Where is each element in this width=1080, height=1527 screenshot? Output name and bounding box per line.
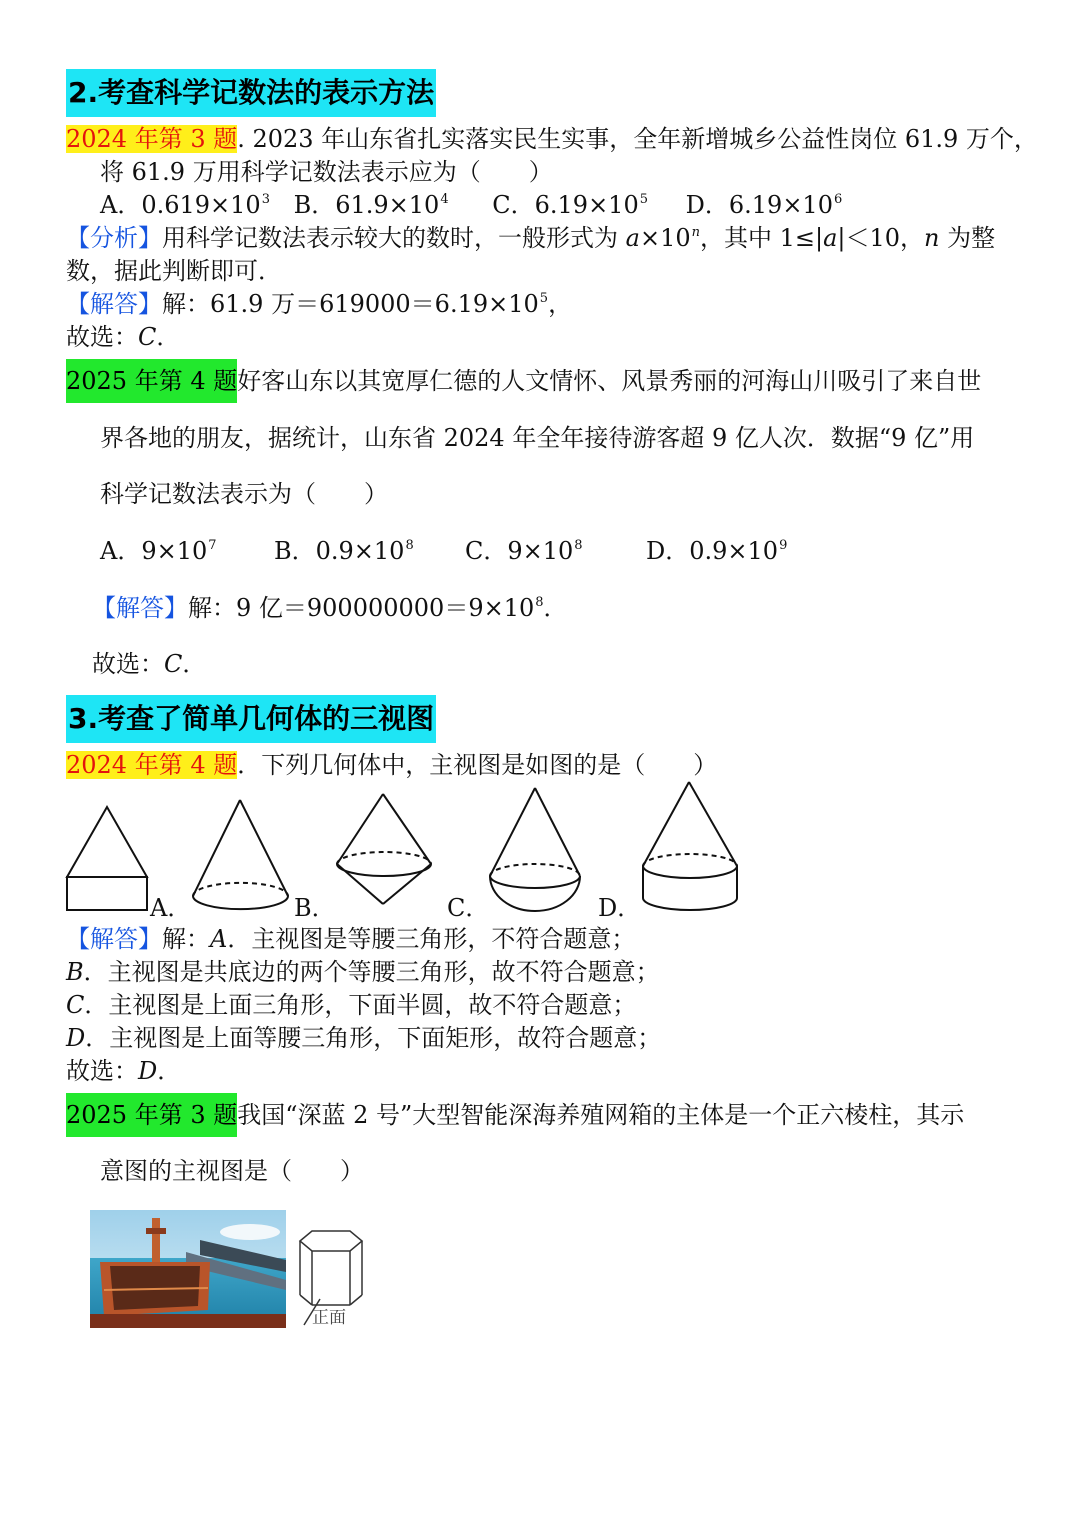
question-tag: 2024 年第 4 题 xyxy=(66,751,238,779)
option-c: C．$6.19\times 10^5$ xyxy=(492,191,648,219)
analysis-tag: 【分析】 xyxy=(66,224,162,252)
question-tag: 2025 年第 4 题 xyxy=(66,359,237,403)
options-2024-3 xyxy=(100,189,842,222)
question-2025-4-line2: 界各地的朋友，据统计，山东省 2024 年全年接待游客超 9 亿人次．数据“9 亿”用 xyxy=(100,424,975,452)
answer-2024-4-line3: C．主视图是上面三角形，下面半圆，故不符合题意； xyxy=(66,991,637,1019)
answer-2024-4-line1: 【解答】解：A．主视图是等腰三角形，不符合题意； xyxy=(66,925,636,953)
question-2024-3-line1 xyxy=(66,123,1038,156)
option-b: B．$61.9\times 10^4$ xyxy=(293,191,449,219)
option-d: D．$6.19\times 10^6$ xyxy=(685,191,843,219)
analysis-line2: 数，据此判断即可． xyxy=(66,257,282,285)
answer-2025-4: 【解答】解：9 亿$=900000000=9\times 10^8$． xyxy=(92,594,568,622)
figure-label-b: B． xyxy=(294,894,336,922)
answer-2024-3: 【解答】解：61.9 万$=619000=6.19\times 10^5$， xyxy=(66,290,573,318)
question-tag: 2024 年第 3 题 xyxy=(66,125,238,153)
question-2025-3-line2: 意图的主视图是（ ） xyxy=(100,1157,364,1185)
figure-b-double-cone xyxy=(337,794,431,904)
question-2025-4-line1: 2025 年第 4 题好客山东以其宽厚仁德的人文情怀、风景秀丽的河海山川吸引了来自世 xyxy=(66,365,981,403)
figure-triangle-rectangle xyxy=(67,807,147,910)
front-label: 正面 xyxy=(312,1308,346,1328)
option-b: B．$0.9\times 10^8$ xyxy=(274,537,414,565)
figure-label-c: C． xyxy=(447,894,490,922)
choose-2024-3: 故选：C． xyxy=(66,323,181,351)
question-text: . 2023 年山东省扎实落实民生实事，全年新增城乡公益性岗位 61.9 万个， xyxy=(237,125,1038,153)
section-title-3: 3.考查了简单几何体的三视图 xyxy=(66,695,436,743)
answer-2024-4-line2: B．主视图是共底边的两个等腰三角形，故不符合题意； xyxy=(66,958,660,986)
section-title-2: 2.考查科学记数法的表示方法 xyxy=(66,69,436,117)
analysis-line1: 【分析】用科学记数法表示较大的数时，一般形式为 $a\times 10^n$，其中 1≤|a|＜10，n 为整 xyxy=(66,224,996,252)
answer-tag: 【解答】 xyxy=(66,925,162,953)
option-d: D．$0.9\times 10^9$ xyxy=(646,537,788,565)
figure-label-d: D． xyxy=(598,894,642,922)
option-a: A．$0.619\times 10^3$ xyxy=(100,191,270,219)
question-2024-3-line2: 将 61.9 万用科学记数法表示应为（ ） xyxy=(100,158,553,186)
figure-a-cone xyxy=(193,800,288,909)
figure-c-cone-hemisphere xyxy=(490,788,580,911)
option-c: C．$9\times 10^8$ xyxy=(465,537,583,565)
choose-2025-4: 故选：C． xyxy=(92,650,207,678)
question-2025-3-line1: 2025 年第 3 题我国“深蓝 2 号”大型智能深海养殖网箱的主体是一个正六棱柱，其示 xyxy=(66,1099,964,1137)
answer-tag: 【解答】 xyxy=(92,594,188,622)
question-2024-4: 2024 年第 4 题．下列几何体中，主视图是如图的是（ ） xyxy=(66,751,718,779)
figure-d-cone-cylinder xyxy=(643,782,737,910)
answer-2024-4-line4: D．主视图是上面等腰三角形，下面矩形，故符合题意； xyxy=(66,1024,662,1052)
option-a: A．$9\times 10^7$ xyxy=(100,537,217,565)
question-tag: 2025 年第 3 题 xyxy=(66,1093,237,1137)
answer-tag: 【解答】 xyxy=(66,290,162,318)
figure-label-a: A． xyxy=(150,894,192,922)
question-2025-4-line3: 科学记数法表示为（ ） xyxy=(100,480,388,508)
choose-2024-4: 故选：D． xyxy=(66,1057,182,1085)
deep-sea-cage-photo xyxy=(90,1210,286,1328)
